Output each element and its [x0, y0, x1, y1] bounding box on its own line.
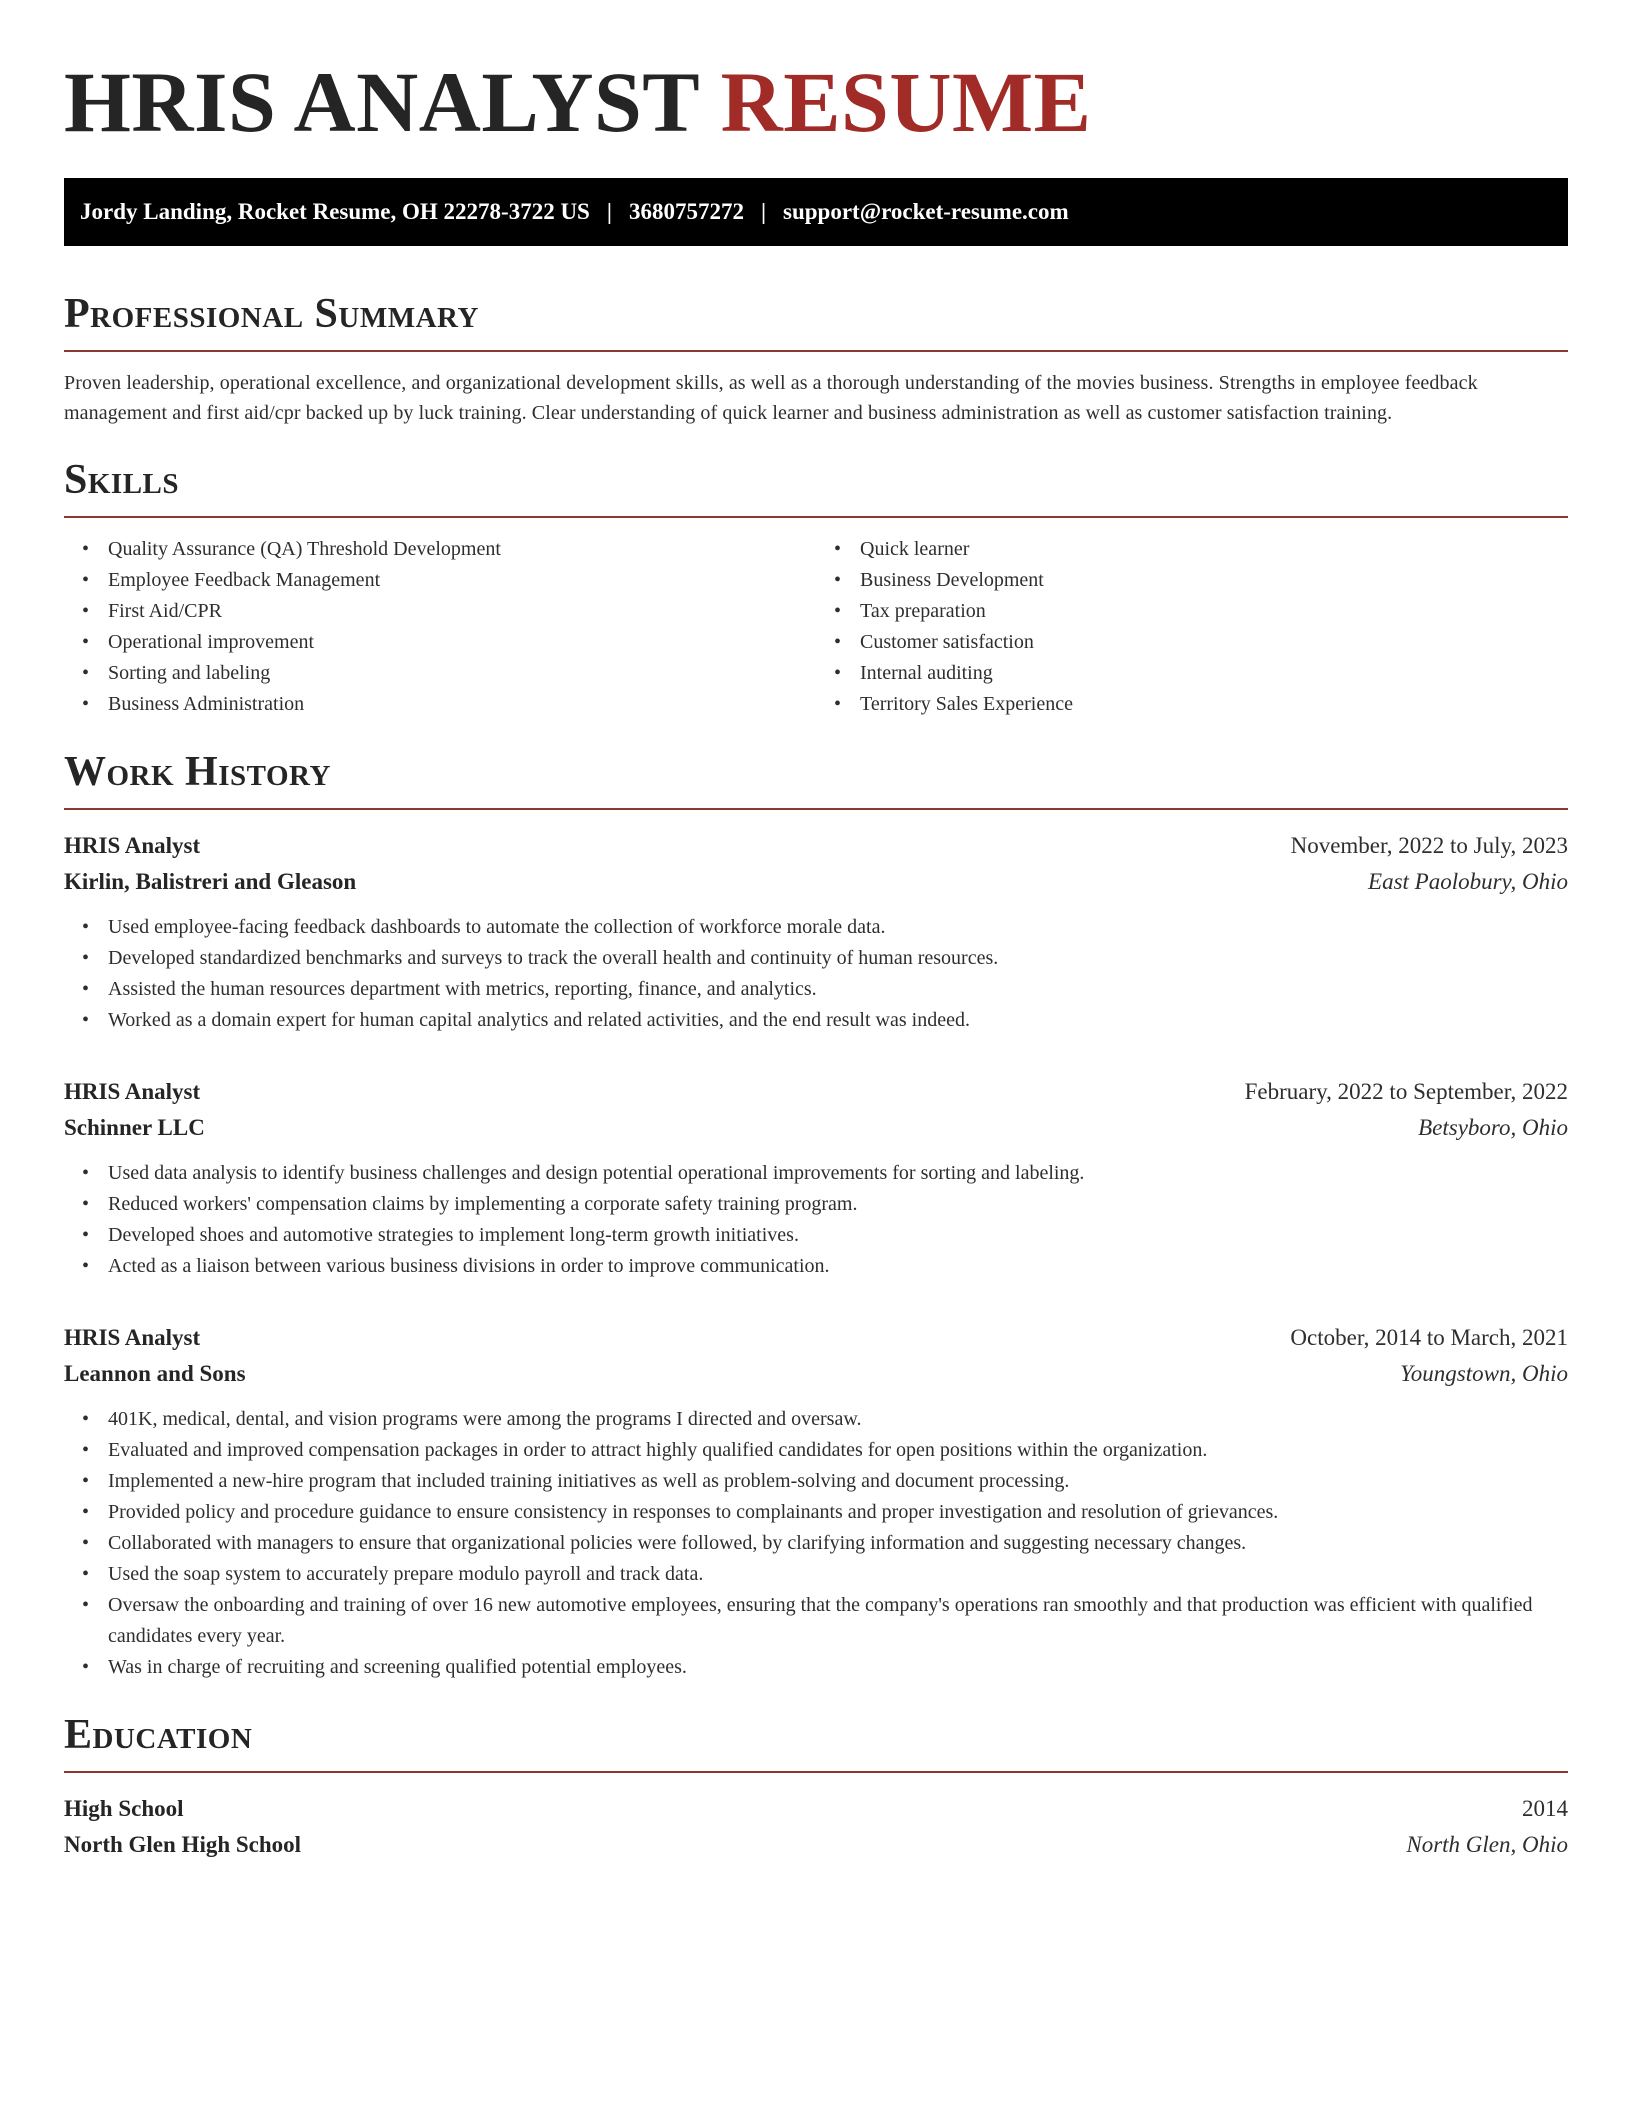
- contact-email: support@rocket-resume.com: [783, 199, 1069, 224]
- job-header-row: [64, 1320, 1568, 1356]
- job-title: HRIS Analyst: [64, 1079, 201, 1104]
- job-company: Kirlin, Balistreri and Gleason: [64, 869, 357, 894]
- education-header-row: [64, 1791, 1568, 1827]
- job-bullets: [64, 1158, 1568, 1282]
- skill-item: • Tax preparation: [860, 596, 1568, 627]
- job-dates: February, 2022 to September, 2022: [1244, 1079, 1568, 1104]
- title-main: HRIS ANALYST: [64, 54, 699, 150]
- contact-separator: |: [606, 199, 612, 224]
- job-company-row: [64, 864, 1568, 900]
- resume-title: [64, 52, 1568, 152]
- job-bullet: • Was in charge of recruiting and screening qualified potential employees.: [108, 1652, 1568, 1683]
- job-bullet: • Developed shoes and automotive strategies to implement long-term growth initiatives.: [108, 1220, 1568, 1251]
- skill-item: • Quality Assurance (QA) Threshold Development: [108, 534, 816, 565]
- job-company: Schinner LLC: [64, 1115, 205, 1140]
- job-bullet: • Reduced workers' compensation claims by implementing a corporate safety training program.: [108, 1189, 1568, 1220]
- education-location: North Glen, Ohio: [1406, 1832, 1568, 1857]
- skills-heading: Skills: [64, 454, 1568, 518]
- education-school-row: [64, 1827, 1568, 1863]
- summary-text: Proven leadership, operational excellence, and organizational development skills, as well as a thorough understanding of the movies business. Strengths in employee feedback management and first aid/cpr backed up by luck training. Clear understanding of quick learner and business administration as well as customer satisfaction training.: [64, 372, 1478, 424]
- skills-section: [64, 454, 1568, 720]
- skill-item: • Customer satisfaction: [860, 627, 1568, 658]
- skill-item: • Employee Feedback Management: [108, 565, 816, 596]
- job-location: Betsyboro, Ohio: [1418, 1115, 1568, 1140]
- skill-item: • Business Administration: [108, 689, 816, 720]
- job-entry: [64, 1074, 1568, 1282]
- education-section: [64, 1709, 1568, 1863]
- job-bullet: • Developed standardized benchmarks and surveys to track the overall health and continuity of human resources.: [108, 943, 1568, 974]
- job-bullet: • Acted as a liaison between various business divisions in order to improve communication.: [108, 1251, 1568, 1282]
- skill-item: • First Aid/CPR: [108, 596, 816, 627]
- job-bullet: • Assisted the human resources department with metrics, reporting, finance, and analytics.: [108, 974, 1568, 1005]
- skill-item: • Sorting and labeling: [108, 658, 816, 689]
- skills-list-left: [64, 534, 816, 720]
- contact-separator: |: [760, 199, 767, 224]
- contact-address: Jordy Landing, Rocket Resume, OH 22278-3722 US: [80, 199, 590, 224]
- job-bullet: • Collaborated with managers to ensure that organizational policies were followed, by clarifying information and suggesting necessary changes.: [108, 1528, 1568, 1559]
- job-bullet: • Evaluated and improved compensation packages in order to attract highly qualified candidates for open positions within the organization.: [108, 1435, 1568, 1466]
- skill-item: • Business Development: [860, 565, 1568, 596]
- summary-section: [64, 288, 1568, 428]
- job-location: East Paolobury, Ohio: [1368, 869, 1568, 894]
- job-dates: November, 2022 to July, 2023: [1290, 833, 1568, 858]
- education-degree: High School: [64, 1796, 184, 1821]
- title-accent: RESUME: [720, 54, 1092, 150]
- job-bullet: • Implemented a new-hire program that included training initiatives as well as problem-solving and document processing.: [108, 1466, 1568, 1497]
- job-header-row: [64, 828, 1568, 864]
- job-title: HRIS Analyst: [64, 833, 201, 858]
- job-bullet: • Used employee-facing feedback dashboards to automate the collection of workforce morale data.: [108, 912, 1568, 943]
- job-title: HRIS Analyst: [64, 1325, 201, 1350]
- skills-columns: [64, 534, 1568, 720]
- job-bullet: • Provided policy and procedure guidance to ensure consistency in responses to complainants and proper investigation and resolution of grievances.: [108, 1497, 1568, 1528]
- job-bullet: • Worked as a domain expert for human capital analytics and related activities, and the end result was indeed.: [108, 1005, 1568, 1036]
- skill-item: • Territory Sales Experience: [860, 689, 1568, 720]
- job-dates: October, 2014 to March, 2021: [1290, 1325, 1568, 1350]
- job-company-row: [64, 1110, 1568, 1146]
- work-history-heading: Work History: [64, 746, 1568, 810]
- job-entry: [64, 1320, 1568, 1683]
- skill-item: • Operational improvement: [108, 627, 816, 658]
- job-bullet: • Oversaw the onboarding and training of over 16 new automotive employees, ensuring that the company's operations ran smoothly and that production was efficient with qualified candidates every year.: [108, 1590, 1568, 1652]
- job-location: Youngstown, Ohio: [1400, 1361, 1568, 1386]
- job-company: Leannon and Sons: [64, 1361, 246, 1386]
- education-school: North Glen High School: [64, 1832, 302, 1857]
- summary-heading: Professional Summary: [64, 288, 1568, 352]
- education-year: 2014: [1522, 1796, 1568, 1821]
- skills-list-right: [816, 534, 1568, 720]
- job-bullet: • 401K, medical, dental, and vision programs were among the programs I directed and oversaw.: [108, 1404, 1568, 1435]
- job-bullets: [64, 1404, 1568, 1683]
- job-bullet: • Used data analysis to identify business challenges and design potential operational improvements for sorting and labeling.: [108, 1158, 1568, 1189]
- job-bullets: [64, 912, 1568, 1036]
- job-header-row: [64, 1074, 1568, 1110]
- skill-item: • Quick learner: [860, 534, 1568, 565]
- job-entry: [64, 828, 1568, 1036]
- contact-bar: [64, 178, 1568, 246]
- work-history-section: [64, 746, 1568, 1683]
- education-entry: [64, 1791, 1568, 1863]
- job-company-row: [64, 1356, 1568, 1392]
- contact-phone: 3680757272: [628, 199, 744, 224]
- skill-item: • Internal auditing: [860, 658, 1568, 689]
- education-heading: Education: [64, 1709, 1568, 1773]
- job-bullet: • Used the soap system to accurately prepare modulo payroll and track data.: [108, 1559, 1568, 1590]
